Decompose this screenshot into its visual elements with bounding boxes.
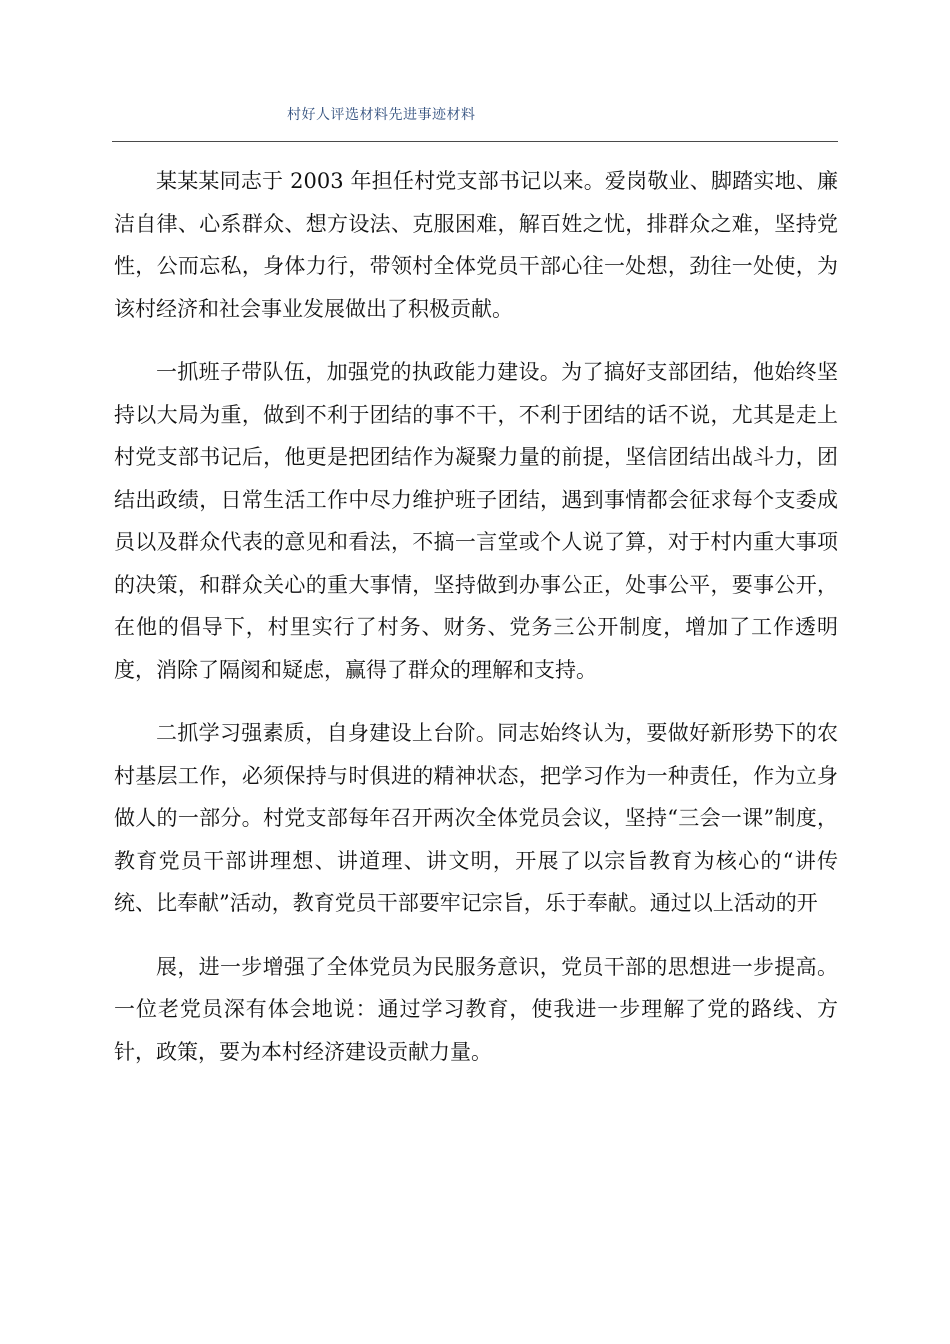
paragraph-1: 某某某同志于 2003 年担任村党支部书记以来。爱岗敬业、脚踏实地、廉洁自律、心系群众、想方设法、克服困难，解百姓之忧，排群众之难，坚持党性，公而忘私，身体力行，带领村全体党员干部心往一处想，劲往一处使，为该村经济和社会事业发展做出了积极贡献。	[114, 169, 838, 321]
paragraph-2: 一抓班子带队伍，加强党的执政能力建设。为了搞好支部团结，他始终坚持以大局为重，做到不利于团结的事不干，不利于团结的话不说，尤其是走上村党支部书记后，他更是把团结作为凝聚力量的前提，坚信团结出战斗力，团结出政绩，日常生活工作中尽力维护班子团结，遇到事情都会征求每个支委成员以及群众代表的意见和看法，不搞一言堂或个人说了算，对于村内重大事项的决策，和群众关心的重大事情，坚持做到办事公正，处事公平，要事公开，在他的倡导下，村里实行了村务、财务、党务三公开制度，增加了工作透明度，消除了隔阂和疑虑，赢得了群众的理解和支持。	[114, 360, 838, 682]
document-body	[114, 160, 838, 1094]
page-header-title: 村好人评选材料先进事迹材料	[287, 107, 476, 123]
paragraph-4: 展，进一步增强了全体党员为民服务意识，党员干部的思想进一步提高。一位老党员深有体会地说：通过学习教育，使我进一步理解了党的路线、方针，政策，要为本村经济建设贡献力量。	[114, 954, 838, 1064]
paragraph-3: 二抓学习强素质，自身建设上台阶。同志始终认为，要做好新形势下的农村基层工作，必须保持与时俱进的精神状态，把学习作为一种责任，作为立身做人的一部分。村党支部每年召开两次全体党员会议，坚持“三会一课”制度，教育党员干部讲理想、讲道理、讲文明，开展了以宗旨教育为核心的“讲传统、比奉献”活动，教育党员干部要牢记宗旨，乐于奉献。通过以上活动的开	[114, 721, 838, 915]
header-divider	[112, 141, 838, 142]
